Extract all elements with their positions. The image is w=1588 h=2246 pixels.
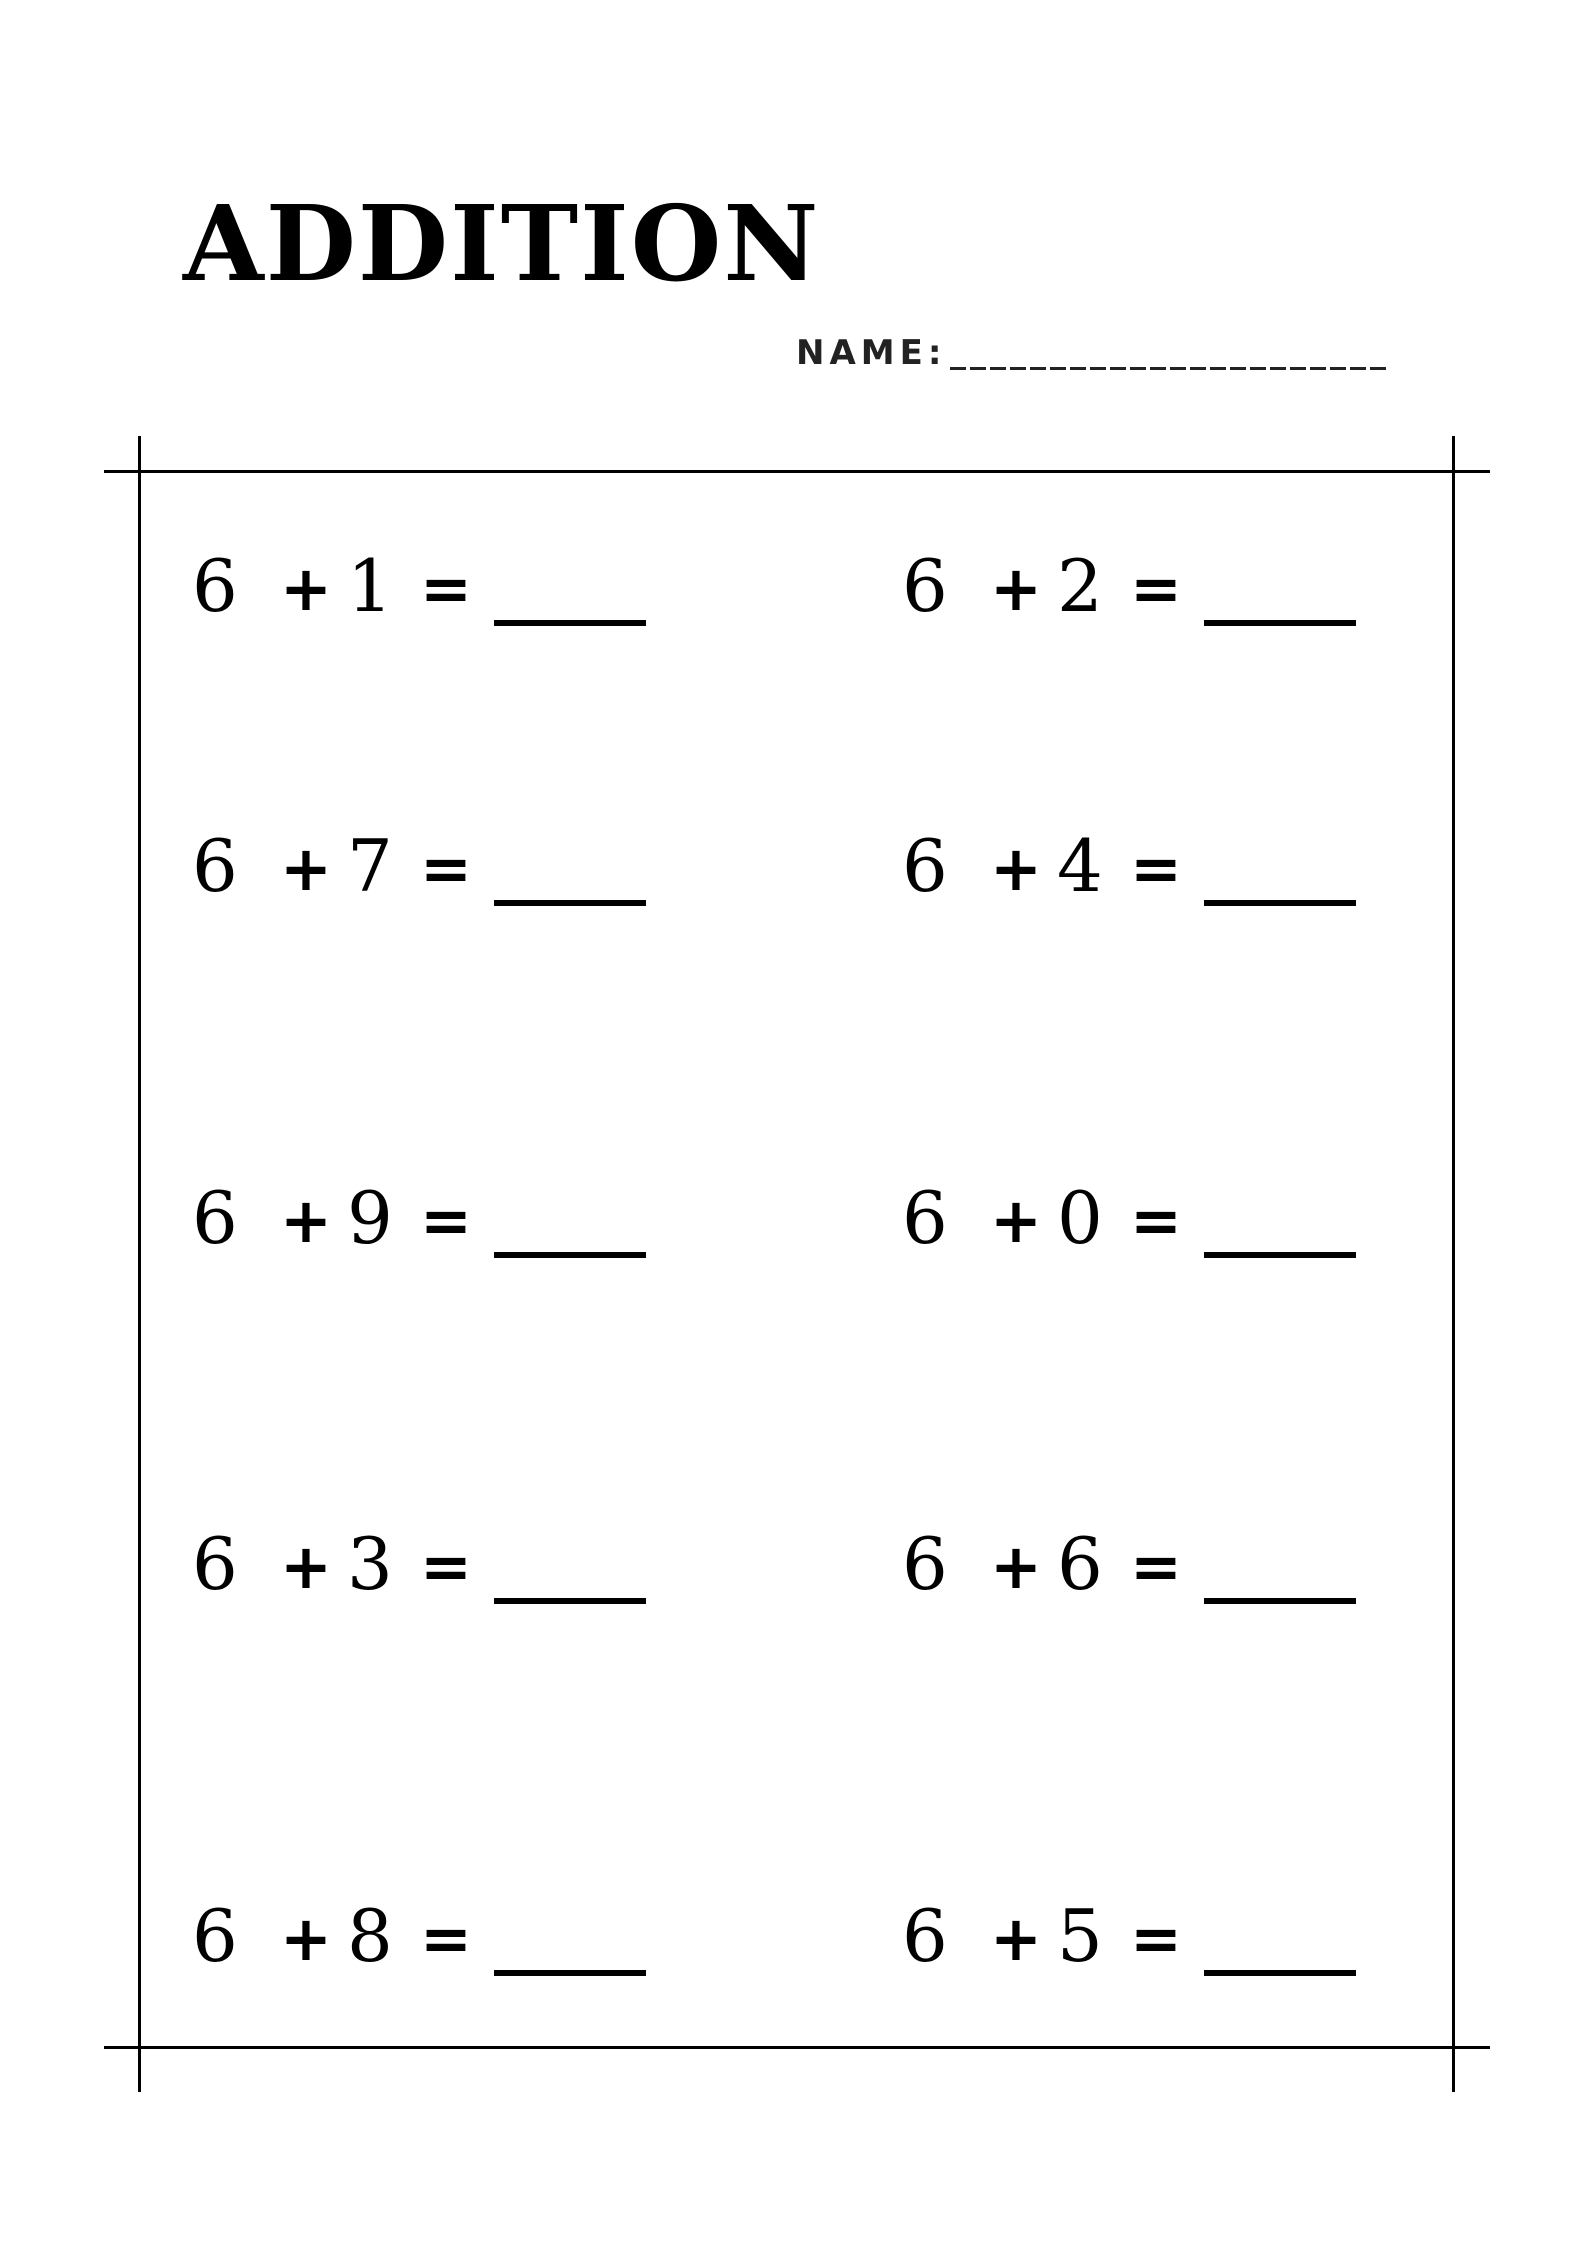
answer-blank[interactable] xyxy=(1204,900,1356,906)
addend-a: 6 xyxy=(192,1894,238,1978)
answer-blank[interactable] xyxy=(494,900,646,906)
addend-a: 6 xyxy=(902,824,948,908)
plus-sign: + xyxy=(990,1902,1042,1975)
plus-sign: + xyxy=(280,1902,332,1975)
frame-left-rule xyxy=(138,436,141,2092)
addend-a: 6 xyxy=(192,824,238,908)
name-blank-line[interactable] xyxy=(950,340,1390,370)
addend-a: 6 xyxy=(902,544,948,628)
answer-blank[interactable] xyxy=(494,1252,646,1258)
answer-blank[interactable] xyxy=(494,1970,646,1976)
frame-bottom-rule xyxy=(104,2046,1490,2049)
problem-7 xyxy=(192,1522,712,1618)
answer-blank[interactable] xyxy=(1204,620,1356,626)
problem-1 xyxy=(192,544,712,640)
plus-sign: + xyxy=(990,1184,1042,1257)
name-label: NAME: xyxy=(796,333,947,373)
plus-sign: + xyxy=(990,832,1042,905)
addend-b: 1 xyxy=(347,544,393,628)
addend-b: 0 xyxy=(1057,1176,1103,1260)
plus-sign: + xyxy=(280,552,332,625)
problem-10 xyxy=(902,1894,1422,1990)
addend-b: 3 xyxy=(347,1522,393,1606)
answer-blank[interactable] xyxy=(494,1598,646,1604)
problem-8 xyxy=(902,1522,1422,1618)
equals-sign: = xyxy=(420,1902,472,1975)
answer-blank[interactable] xyxy=(1204,1970,1356,1976)
equals-sign: = xyxy=(420,832,472,905)
addend-b: 5 xyxy=(1057,1894,1103,1978)
addend-a: 6 xyxy=(192,1176,238,1260)
equals-sign: = xyxy=(1130,1902,1182,1975)
answer-blank[interactable] xyxy=(1204,1598,1356,1604)
problem-5 xyxy=(192,1176,712,1272)
name-field[interactable] xyxy=(796,333,1390,373)
plus-sign: + xyxy=(990,552,1042,625)
equals-sign: = xyxy=(1130,552,1182,625)
equals-sign: = xyxy=(1130,1530,1182,1603)
addend-a: 6 xyxy=(192,1522,238,1606)
addend-b: 8 xyxy=(347,1894,393,1978)
addend-b: 9 xyxy=(347,1176,393,1260)
problem-9 xyxy=(192,1894,712,1990)
addend-a: 6 xyxy=(902,1176,948,1260)
addend-b: 4 xyxy=(1057,824,1103,908)
plus-sign: + xyxy=(990,1530,1042,1603)
frame-right-rule xyxy=(1452,436,1455,2092)
equals-sign: = xyxy=(420,1184,472,1257)
equals-sign: = xyxy=(420,1530,472,1603)
worksheet-title: ADDITION xyxy=(183,182,821,305)
problem-4 xyxy=(902,824,1422,920)
equals-sign: = xyxy=(1130,1184,1182,1257)
equals-sign: = xyxy=(420,552,472,625)
addend-a: 6 xyxy=(902,1522,948,1606)
frame-top-rule xyxy=(104,470,1490,473)
problem-3 xyxy=(192,824,712,920)
plus-sign: + xyxy=(280,1530,332,1603)
equals-sign: = xyxy=(1130,832,1182,905)
addend-b: 7 xyxy=(347,824,393,908)
answer-blank[interactable] xyxy=(494,620,646,626)
addend-a: 6 xyxy=(902,1894,948,1978)
answer-blank[interactable] xyxy=(1204,1252,1356,1258)
addend-b: 2 xyxy=(1057,544,1103,628)
addend-b: 6 xyxy=(1057,1522,1103,1606)
addend-a: 6 xyxy=(192,544,238,628)
problem-2 xyxy=(902,544,1422,640)
problem-6 xyxy=(902,1176,1422,1272)
plus-sign: + xyxy=(280,1184,332,1257)
plus-sign: + xyxy=(280,832,332,905)
